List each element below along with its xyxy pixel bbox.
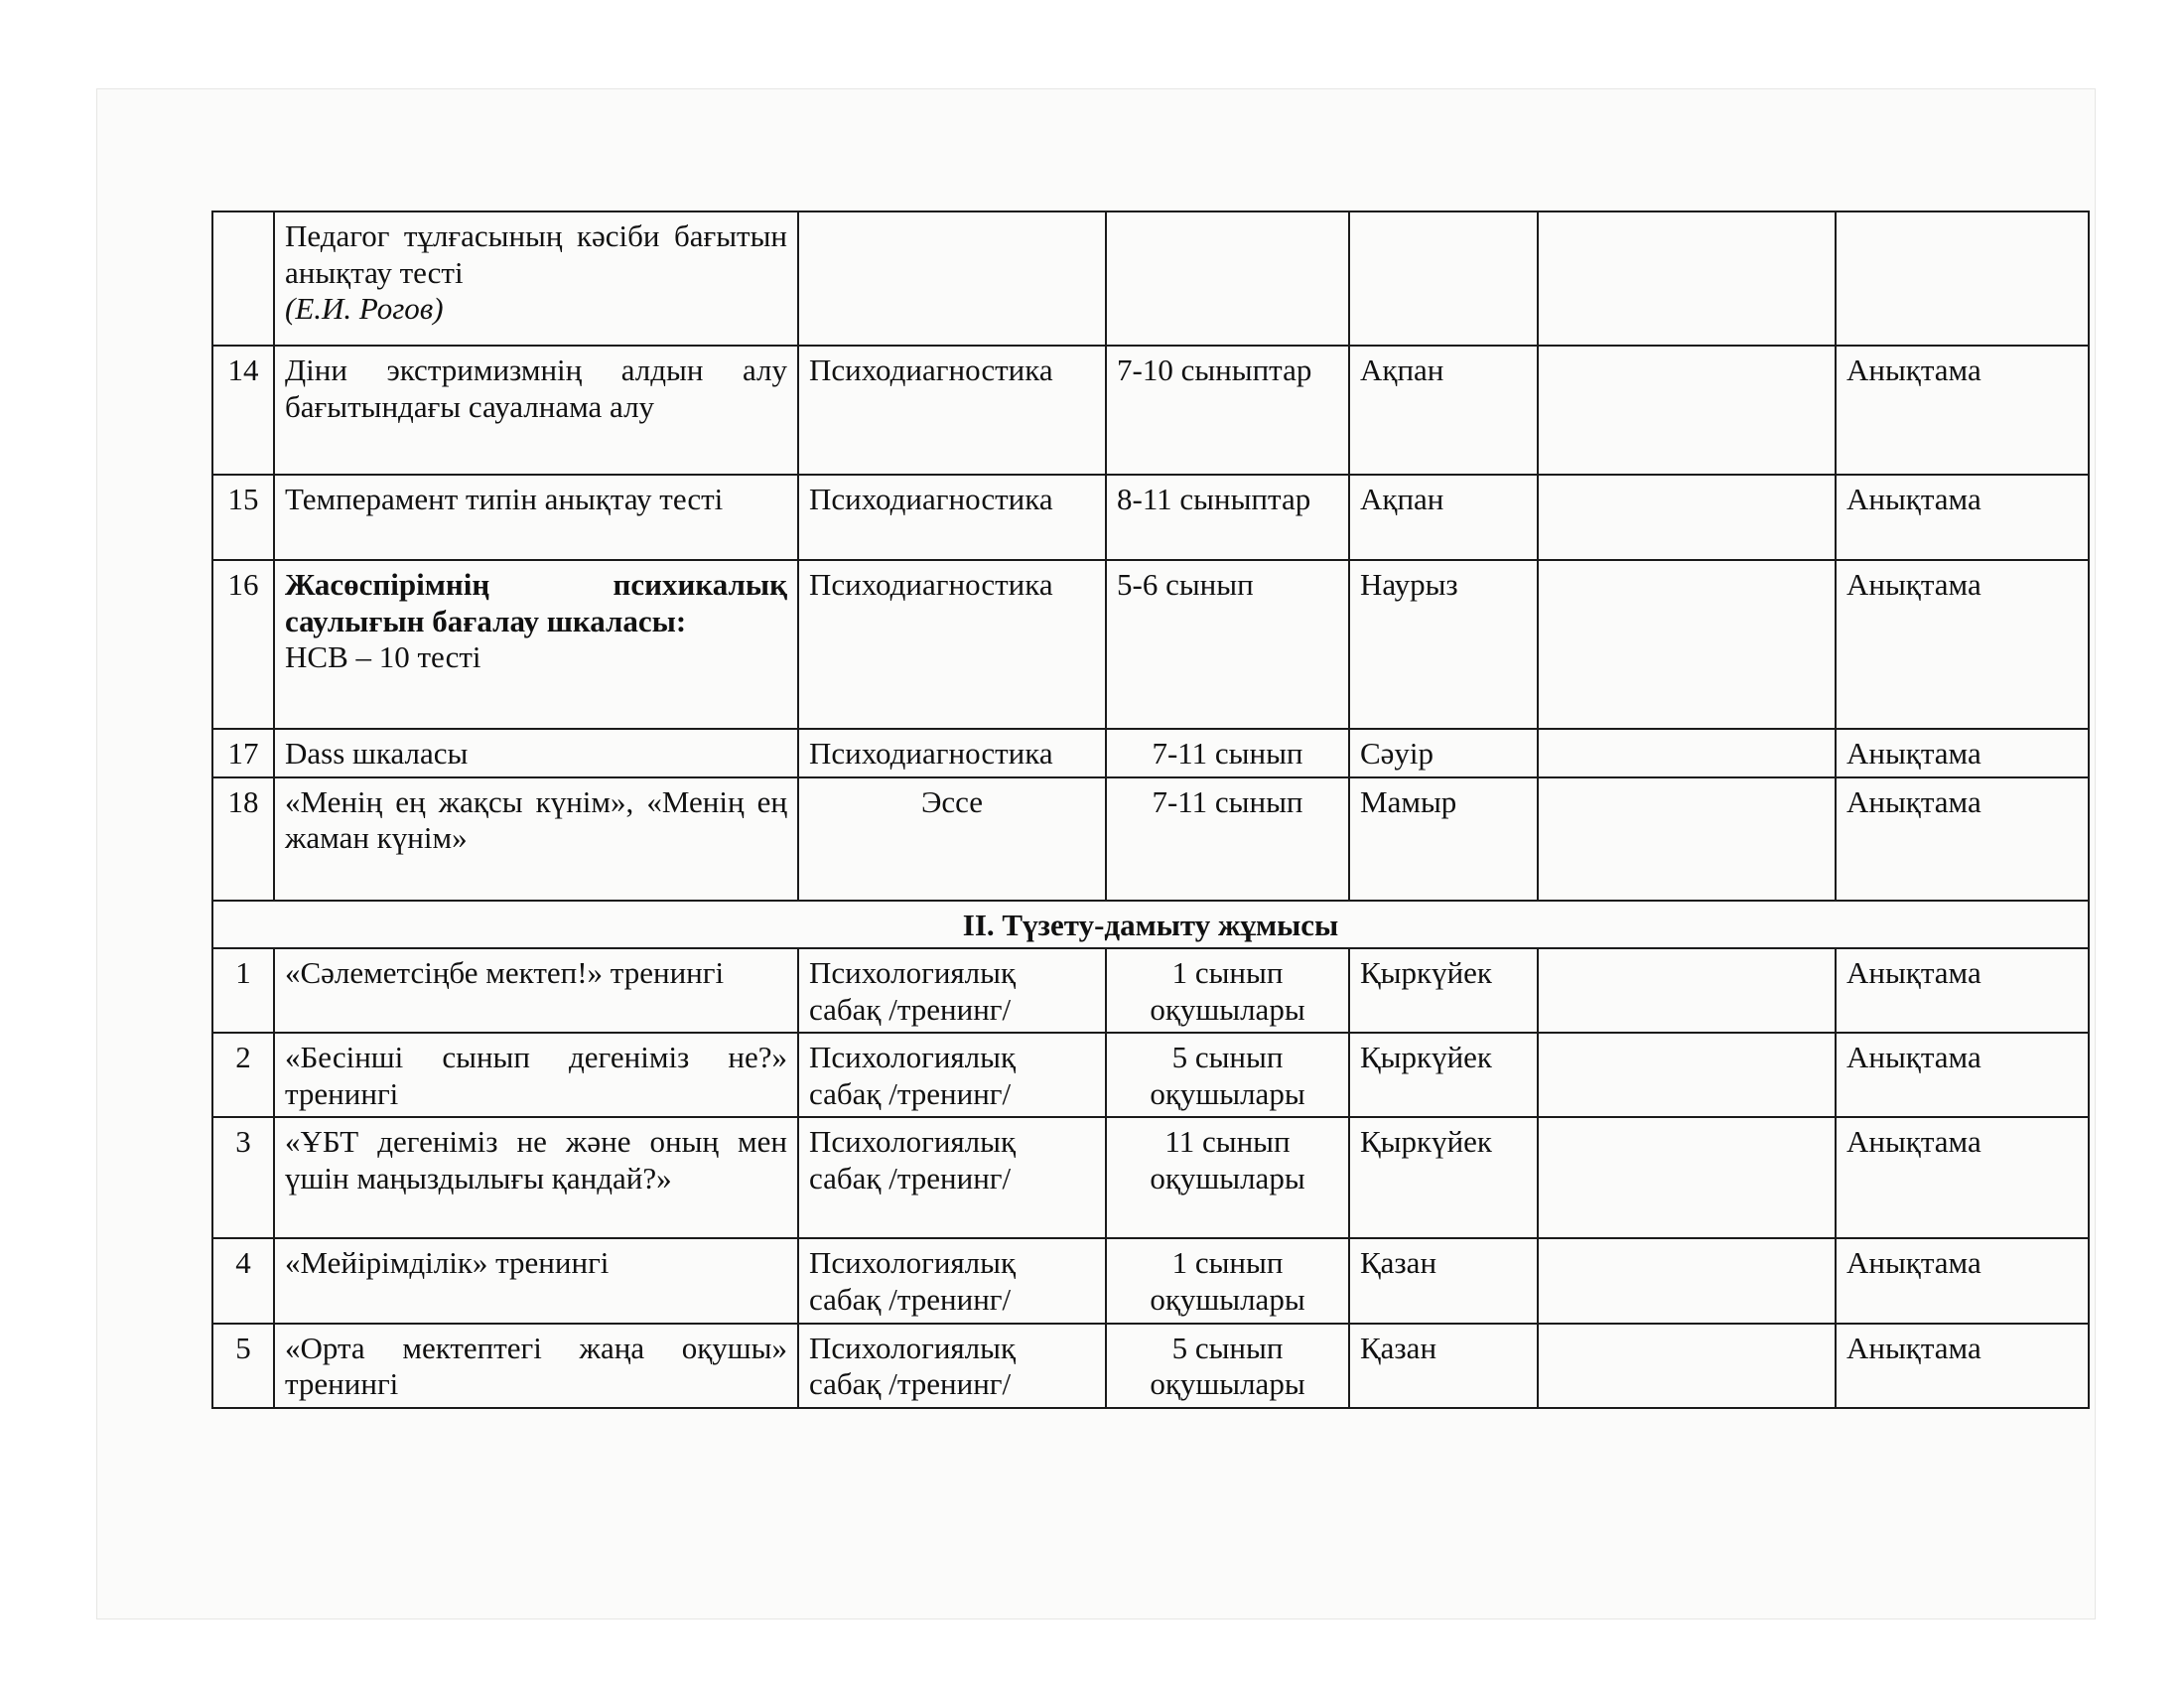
row-month: Қазан [1349, 1238, 1538, 1323]
row-number: 3 [212, 1117, 274, 1238]
row-participants: 8-11 сыныптар [1106, 475, 1349, 560]
row-name: «Сәлеметсіңбе мектеп!» тренингі [274, 948, 798, 1033]
row-participants: 1 сынып оқушылары [1106, 948, 1349, 1033]
row-form: Эссе [798, 777, 1106, 901]
row-form: Психологиялық сабақ /тренинг/ [798, 948, 1106, 1033]
row-empty [1538, 729, 1836, 777]
row-name [274, 560, 798, 729]
row-participants [1106, 211, 1349, 346]
row-result: Анықтама [1836, 1324, 2089, 1408]
row-form: Психодиагностика [798, 560, 1106, 729]
row-participants: 7-10 сыныптар [1106, 346, 1349, 475]
row-number: 5 [212, 1324, 274, 1408]
section-header-row [212, 901, 2089, 949]
table-row [212, 948, 2089, 1033]
row-participants: 5 сынып оқушылары [1106, 1324, 1349, 1408]
row-number: 15 [212, 475, 274, 560]
row-month: Ақпан [1349, 475, 1538, 560]
row-empty [1538, 1324, 1836, 1408]
row-number [212, 211, 274, 346]
row-empty [1538, 1117, 1836, 1238]
row-number: 18 [212, 777, 274, 901]
table-row [212, 560, 2089, 729]
row-result: Анықтама [1836, 1033, 2089, 1117]
table-row [212, 475, 2089, 560]
table-row [212, 777, 2089, 901]
row-name-text: Педагог тұлғасының кәсіби бағытын анықтау тесті [285, 218, 787, 290]
row-result [1836, 211, 2089, 346]
row-month: Ақпан [1349, 346, 1538, 475]
row-month: Наурыз [1349, 560, 1538, 729]
row-name: «ҰБТ дегеніміз не және оның мен үшін маңыздылығы қандай?» [274, 1117, 798, 1238]
row-result: Анықтама [1836, 560, 2089, 729]
scanned-page [97, 89, 2095, 1618]
row-form: Психологиялық сабақ /тренинг/ [798, 1033, 1106, 1117]
row-result: Анықтама [1836, 475, 2089, 560]
table-row [212, 346, 2089, 475]
row-empty [1538, 777, 1836, 901]
row-month [1349, 211, 1538, 346]
row-name-note: (Е.И. Рогов) [285, 291, 444, 327]
row-month: Мамыр [1349, 777, 1538, 901]
row-name-text: НСВ – 10 тесті [285, 639, 481, 675]
row-empty [1538, 346, 1836, 475]
row-participants: 5-6 сынып [1106, 560, 1349, 729]
row-empty [1538, 475, 1836, 560]
row-month: Қыркүйек [1349, 1033, 1538, 1117]
table-row [212, 211, 2089, 346]
row-result: Анықтама [1836, 948, 2089, 1033]
row-empty [1538, 1033, 1836, 1117]
row-month: Сәуір [1349, 729, 1538, 777]
row-result: Анықтама [1836, 777, 2089, 901]
row-form: Психологиялық сабақ /тренинг/ [798, 1324, 1106, 1408]
row-name: «Менің ең жақсы күнім», «Менің ең жаман күнім» [274, 777, 798, 901]
row-empty [1538, 211, 1836, 346]
row-number: 16 [212, 560, 274, 729]
row-number: 2 [212, 1033, 274, 1117]
row-result: Анықтама [1836, 729, 2089, 777]
table-row [212, 1324, 2089, 1408]
row-name: «Орта мектептегі жаңа оқушы» тренингі [274, 1324, 798, 1408]
row-participants: 11 сынып оқушылары [1106, 1117, 1349, 1238]
work-plan-table [211, 211, 2090, 1409]
row-participants: 5 сынып оқушылары [1106, 1033, 1349, 1117]
row-month: Қыркүйек [1349, 948, 1538, 1033]
row-name [274, 211, 798, 346]
row-number: 1 [212, 948, 274, 1033]
row-number: 4 [212, 1238, 274, 1323]
row-empty [1538, 1238, 1836, 1323]
row-number: 14 [212, 346, 274, 475]
row-name: Діни экстримизмнің алдын алу бағытындағы сауалнама алу [274, 346, 798, 475]
row-form: Психодиагностика [798, 346, 1106, 475]
row-participants: 7-11 сынып [1106, 777, 1349, 901]
row-result: Анықтама [1836, 346, 2089, 475]
row-name: Dass шкаласы [274, 729, 798, 777]
row-form: Психологиялық сабақ /тренинг/ [798, 1117, 1106, 1238]
row-name-bold: Жасөспірімнің психикалық саулығын бағалау шкаласы: [285, 567, 787, 638]
row-participants: 7-11 сынып [1106, 729, 1349, 777]
row-month: Қазан [1349, 1324, 1538, 1408]
row-result: Анықтама [1836, 1238, 2089, 1323]
section-title: II. Түзету-дамыту жұмысы [212, 901, 2089, 949]
row-result: Анықтама [1836, 1117, 2089, 1238]
table-row [212, 1117, 2089, 1238]
row-empty [1538, 560, 1836, 729]
row-form: Психодиагностика [798, 475, 1106, 560]
row-form: Психологиялық сабақ /тренинг/ [798, 1238, 1106, 1323]
row-empty [1538, 948, 1836, 1033]
row-name: Темперамент типін анықтау тесті [274, 475, 798, 560]
row-name: «Бесінші сынып дегеніміз не?» тренингі [274, 1033, 798, 1117]
row-name: «Мейірімділік» тренингі [274, 1238, 798, 1323]
row-month: Қыркүйек [1349, 1117, 1538, 1238]
row-form [798, 211, 1106, 346]
table-row [212, 1033, 2089, 1117]
row-participants: 1 сынып оқушылары [1106, 1238, 1349, 1323]
table-row [212, 729, 2089, 777]
row-form: Психодиагностика [798, 729, 1106, 777]
row-number: 17 [212, 729, 274, 777]
table-row [212, 1238, 2089, 1323]
